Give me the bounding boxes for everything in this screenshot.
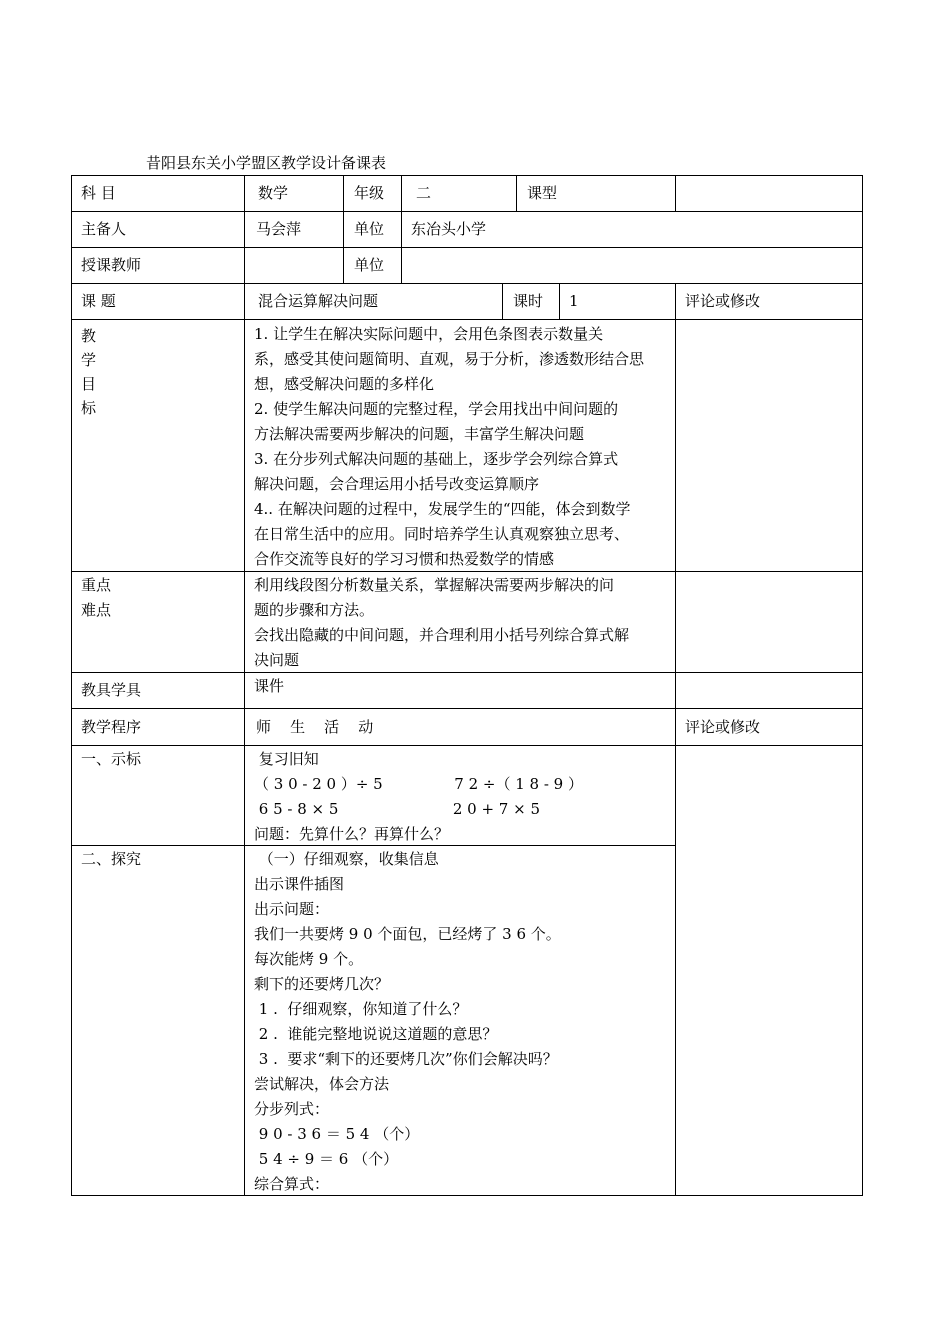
topic-value: 混合运算解决问题 bbox=[258, 292, 379, 310]
teacher-label: 授课教师 bbox=[81, 256, 142, 274]
subject-label: 科 目 bbox=[81, 184, 116, 202]
preparer-value: 马会萍 bbox=[256, 220, 302, 238]
tools-label: 教具学具 bbox=[81, 681, 142, 699]
section2-line: 9 0 - 3 6 ＝ 5 4 （个） bbox=[254, 1125, 420, 1143]
key-points-content bbox=[254, 573, 629, 673]
section2-label: 二、探究 bbox=[81, 850, 142, 868]
hours-label: 课时 bbox=[513, 292, 544, 310]
section2-line: 分步列式： bbox=[254, 1100, 330, 1118]
goals-label bbox=[81, 324, 101, 420]
key-points-line: 利用线段图分析数量关系，掌握解决需要两步解决的问 bbox=[254, 576, 615, 594]
goals-line: 解决问题，会合理运用小括号改变运算顺序 bbox=[254, 475, 540, 493]
goals-label-char: 学 bbox=[81, 351, 97, 369]
section2-line: 出示问题： bbox=[254, 900, 330, 918]
procedure-label: 教学程序 bbox=[81, 718, 142, 736]
section1-line: 复习旧知 bbox=[254, 750, 319, 768]
section2-line: 3 . 要求“剩下的还要烤几次”你们会解决吗？ bbox=[254, 1050, 558, 1068]
section1-line: 6 5 - 8 × 5 2 0 + 7 × 5 bbox=[254, 800, 541, 818]
goals-line: 系，感受其使问题简明、直观，易于分析，渗透数形结合思 bbox=[254, 350, 645, 368]
comment-label: 评论或修改 bbox=[685, 292, 761, 310]
section2-line: 出示课件插图 bbox=[254, 875, 345, 893]
hours-value: 1 bbox=[569, 292, 579, 310]
goals-line: 2. 使学生解决问题的完整过程，学会用找出中间问题的 bbox=[254, 400, 619, 418]
section2-content bbox=[254, 847, 561, 1197]
section2-line: 综合算式： bbox=[254, 1175, 330, 1193]
goals-line: 想，感受解决问题的多样化 bbox=[254, 375, 435, 393]
section2-line: 1 . 仔细观察，你知道了什么？ bbox=[254, 1000, 468, 1018]
key-points-line: 题的步骤和方法。 bbox=[254, 601, 375, 619]
key-points-line: 决问题 bbox=[254, 651, 300, 669]
section2-line: （一）仔细观察，收集信息 bbox=[254, 850, 439, 868]
key-points-label bbox=[81, 573, 111, 623]
key-points-line: 会找出隐藏的中间问题，并合理利用小括号列综合算式解 bbox=[254, 626, 630, 644]
goals-content bbox=[254, 322, 644, 572]
goals-label-char: 教 bbox=[81, 327, 97, 345]
unit-value: 东冶头小学 bbox=[411, 220, 487, 238]
key-points-label-line: 难点 bbox=[81, 601, 112, 619]
goals-line: 方法解决需要两步解决的问题，丰富学生解决问题 bbox=[254, 425, 585, 443]
section2-line: 尝试解决，体会方法 bbox=[254, 1075, 390, 1093]
section2-line: 剩下的还要烤几次？ bbox=[254, 975, 390, 993]
section2-line: 5 4 ÷ 9 ＝ 6 （个） bbox=[254, 1150, 399, 1168]
section2-line: 每次能烤 9 个。 bbox=[254, 950, 364, 968]
document-title: 昔阳县东关小学盟区教学设计备课表 bbox=[146, 154, 387, 172]
section2-line: 2 . 谁能完整地说说这道题的意思？ bbox=[254, 1025, 498, 1043]
section2-line: 我们一共要烤 9 0 个面包，已经烤了 3 6 个。 bbox=[254, 925, 561, 943]
key-points-label-line: 重点 bbox=[81, 576, 112, 594]
topic-label: 课 题 bbox=[81, 292, 116, 310]
goals-line: 4.. 在解决问题的过程中，发展学生的“四能，体会到数学 bbox=[254, 500, 631, 518]
preparer-label: 主备人 bbox=[81, 220, 127, 238]
goals-label-char: 标 bbox=[81, 399, 97, 417]
lesson-type-label: 课型 bbox=[527, 184, 558, 202]
goals-line: 在日常生活中的应用。同时培养学生认真观察独立思考、 bbox=[254, 525, 630, 543]
section1-label: 一、示标 bbox=[81, 750, 142, 768]
grade-label: 年级 bbox=[354, 184, 385, 202]
teacher-unit-label: 单位 bbox=[354, 256, 385, 274]
grade-value: 二 bbox=[416, 184, 432, 202]
goals-line: 3. 在分步列式解决问题的基础上，逐步学会列综合算式 bbox=[254, 450, 619, 468]
subject-value: 数学 bbox=[258, 184, 289, 202]
tools-value: 课件 bbox=[254, 677, 285, 695]
goals-line: 合作交流等良好的学习习惯和热爱数学的情感 bbox=[254, 550, 555, 568]
activity-label: 师 生 活 动 bbox=[256, 718, 374, 736]
unit-label: 单位 bbox=[354, 220, 385, 238]
section1-line: 问题：先算什么？再算什么？ bbox=[254, 825, 450, 843]
procedure-comment-label: 评论或修改 bbox=[685, 718, 761, 736]
goals-line: 1. 让学生在解决实际问题中，会用色条图表示数量关 bbox=[254, 325, 604, 343]
section1-line: （ 3 0 - 2 0 ）÷ 5 7 2 ÷（ 1 8 - 9 ） bbox=[254, 775, 583, 793]
section1-content bbox=[254, 747, 583, 847]
goals-label-char: 目 bbox=[81, 375, 97, 393]
